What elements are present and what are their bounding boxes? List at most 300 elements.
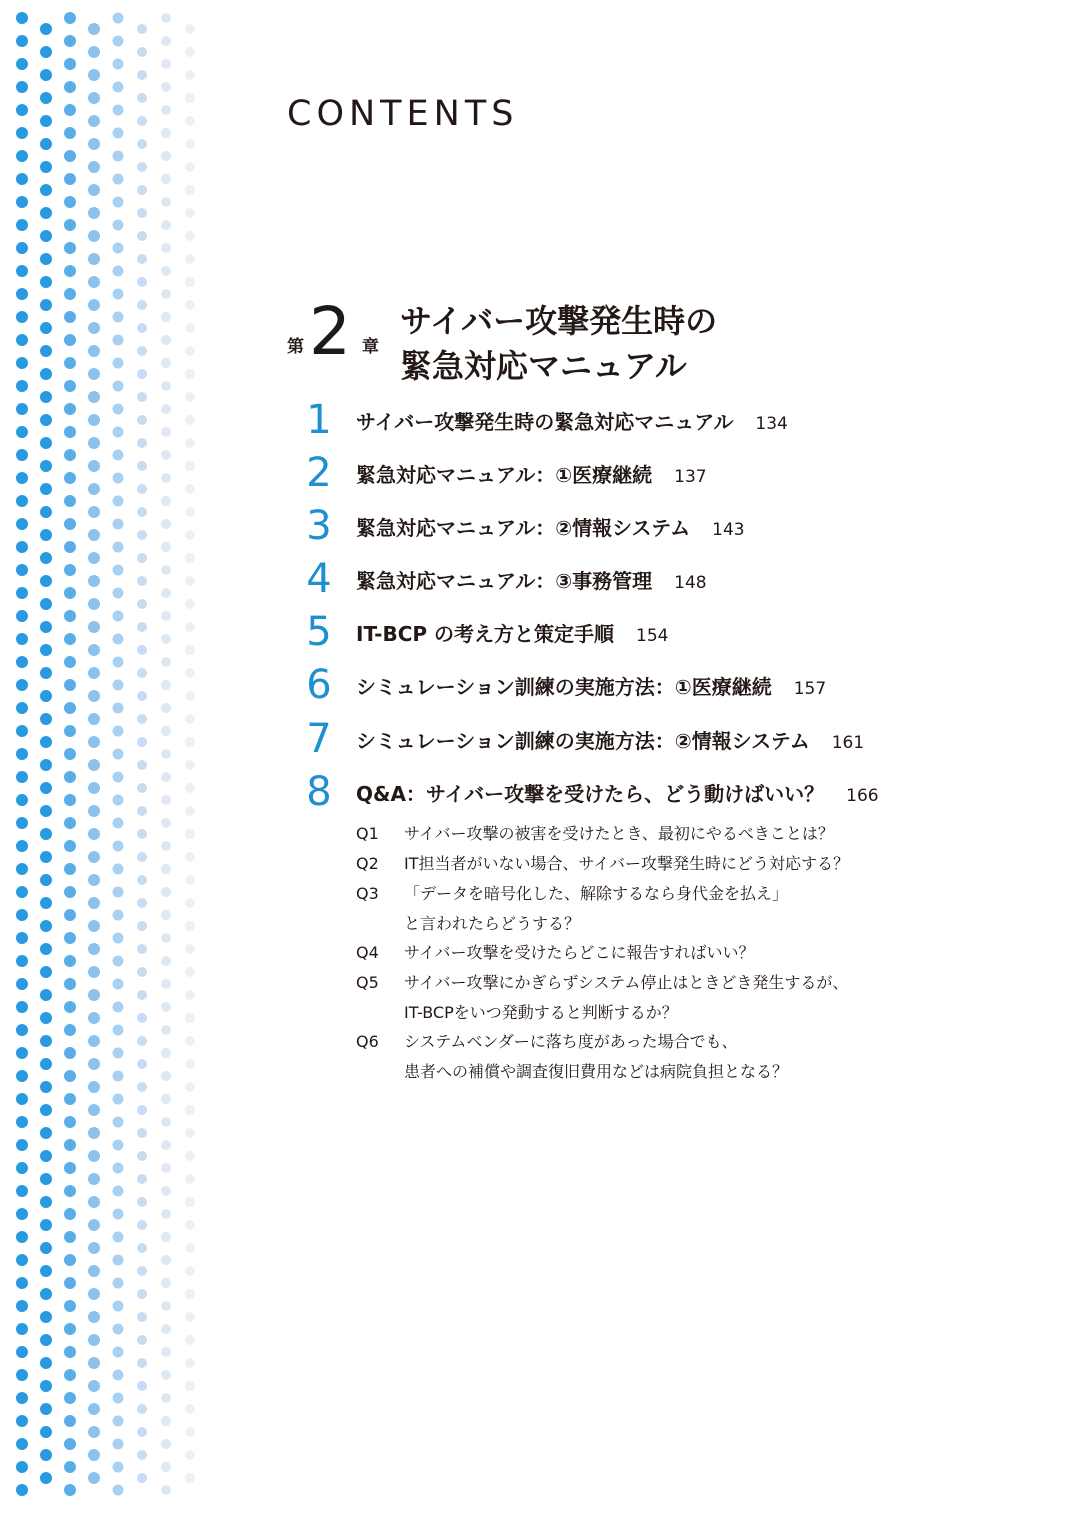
decorative-dot <box>40 529 52 541</box>
decorative-dot <box>161 565 171 575</box>
decorative-dot <box>137 438 147 448</box>
decorative-dot <box>88 69 100 81</box>
decorative-dot <box>113 450 124 461</box>
decorative-dot <box>88 437 100 449</box>
decorative-dot <box>88 483 100 495</box>
decorative-dot <box>40 897 52 909</box>
decorative-dot <box>16 173 28 185</box>
qa-text <box>404 819 834 849</box>
decorative-dot <box>161 404 171 414</box>
decorative-dot <box>137 1358 147 1368</box>
decorative-dot <box>64 311 76 323</box>
decorative-dot <box>137 1082 147 1092</box>
decorative-dot <box>113 358 124 369</box>
decorative-dot <box>64 1300 76 1312</box>
decorative-dot <box>185 1174 195 1184</box>
decorative-dot <box>113 36 124 47</box>
decorative-dot <box>16 1231 28 1243</box>
decorative-dot <box>64 1001 76 1013</box>
chapter-title-line1: サイバー攻撃発生時の <box>400 302 718 340</box>
decorative-dot <box>88 1127 100 1139</box>
toc-title: 緊急対応マニュアル：①医療継続 <box>356 463 653 487</box>
decorative-dot <box>64 1116 76 1128</box>
decorative-dot <box>185 1266 195 1276</box>
toc-number: 7 <box>306 716 332 762</box>
decorative-dot <box>161 197 171 207</box>
decorative-dot <box>185 254 195 264</box>
decorative-dot <box>161 933 171 943</box>
decorative-dot <box>40 345 52 357</box>
decorative-dot <box>40 989 52 1001</box>
decorative-dot <box>16 541 28 553</box>
decorative-dot <box>137 1266 147 1276</box>
decorative-dot <box>88 1035 100 1047</box>
toc-title: Q&A：サイバー攻撃を受けたら、どう動けばいい？ <box>356 782 825 806</box>
decorative-dot <box>137 990 147 1000</box>
decorative-dot <box>64 1461 76 1473</box>
decorative-dot <box>161 979 171 989</box>
decorative-dot <box>137 1036 147 1046</box>
decorative-dot <box>16 725 28 737</box>
decorative-dot <box>64 380 76 392</box>
decorative-dot <box>185 898 195 908</box>
decorative-dot <box>64 1254 76 1266</box>
decorative-dot <box>40 943 52 955</box>
decorative-dot <box>40 920 52 932</box>
decorative-dot <box>137 967 147 977</box>
decorative-dot <box>40 1449 52 1461</box>
decorative-dot <box>88 1196 100 1208</box>
decorative-dot <box>40 828 52 840</box>
decorative-dot <box>161 1485 171 1495</box>
decorative-dot <box>113 220 124 231</box>
decorative-dot <box>161 1255 171 1265</box>
decorative-dot <box>185 300 195 310</box>
decorative-dot <box>40 1288 52 1300</box>
toc-page-number: 157 <box>793 679 827 699</box>
toc-title: 緊急対応マニュアル：②情報システム <box>356 516 691 540</box>
toc-number: 2 <box>306 450 332 496</box>
decorative-dot <box>16 702 28 714</box>
decorative-dot <box>40 1035 52 1047</box>
qa-label: Q5 <box>356 973 379 992</box>
decorative-dot <box>40 736 52 748</box>
decorative-dot <box>88 1403 100 1415</box>
decorative-dot <box>185 990 195 1000</box>
decorative-dot <box>88 1334 100 1346</box>
decorative-dot <box>161 1209 171 1219</box>
decorative-dot <box>88 644 100 656</box>
decorative-dot <box>137 70 147 80</box>
decorative-dot <box>185 1220 195 1230</box>
qa-line1: サイバー攻撃にかぎらずシステム停止はときどき発生するが、 <box>404 973 849 992</box>
decorative-dot <box>137 1220 147 1230</box>
decorative-dot <box>16 748 28 760</box>
decorative-dot <box>88 989 100 1001</box>
decorative-dot <box>161 105 171 115</box>
decorative-dot <box>137 346 147 356</box>
toc-title: シミュレーション訓練の実施方法：①医療継続 <box>356 675 772 699</box>
decorative-dot <box>16 1277 28 1289</box>
decorative-dot <box>64 242 76 254</box>
decorative-dot <box>137 231 147 241</box>
decorative-dot <box>137 24 147 34</box>
decorative-dot <box>88 690 100 702</box>
decorative-dot <box>137 1151 147 1161</box>
decorative-dot <box>64 1093 76 1105</box>
decorative-dot <box>113 427 124 438</box>
decorative-dot <box>161 36 171 46</box>
decorative-dot <box>64 932 76 944</box>
decorative-dot <box>161 772 171 782</box>
decorative-dot <box>16 817 28 829</box>
decorative-dot <box>64 12 76 24</box>
decorative-dot <box>161 151 171 161</box>
decorative-dot <box>185 921 195 931</box>
decorative-dot <box>40 253 52 265</box>
decorative-dot <box>185 507 195 517</box>
decorative-dot <box>113 1416 124 1427</box>
decorative-dot <box>113 1071 124 1082</box>
decorative-dot <box>185 1473 195 1483</box>
decorative-dot <box>16 311 28 323</box>
decorative-dot <box>16 679 28 691</box>
decorative-dot <box>64 1415 76 1427</box>
decorative-dot <box>113 243 124 254</box>
decorative-dot <box>64 748 76 760</box>
decorative-dot <box>185 484 195 494</box>
decorative-dot <box>88 713 100 725</box>
decorative-dot <box>40 782 52 794</box>
decorative-dot <box>185 1082 195 1092</box>
decorative-dot <box>137 1381 147 1391</box>
decorative-dot <box>40 1104 52 1116</box>
decorative-dot <box>64 656 76 668</box>
decorative-dot <box>161 1301 171 1311</box>
decorative-dot <box>113 910 124 921</box>
decorative-dot <box>185 967 195 977</box>
decorative-dot <box>113 1094 124 1105</box>
decorative-dot <box>137 898 147 908</box>
toc-title-wrap <box>356 716 864 768</box>
decorative-dot <box>40 161 52 173</box>
decorative-dot <box>88 805 100 817</box>
decorative-dot <box>113 1439 124 1450</box>
decorative-dot <box>137 461 147 471</box>
qa-text <box>404 849 849 879</box>
decorative-dot <box>161 289 171 299</box>
decorative-dot <box>113 542 124 553</box>
decorative-dot <box>185 1105 195 1115</box>
toc-page-number: 143 <box>712 520 745 540</box>
decorative-dot <box>137 1105 147 1115</box>
decorative-dot <box>40 1426 52 1438</box>
decorative-dot <box>113 473 124 484</box>
decorative-dot <box>16 150 28 162</box>
decorative-dot <box>113 726 124 737</box>
decorative-dot <box>113 1324 124 1335</box>
decorative-dot <box>185 875 195 885</box>
decorative-dot <box>16 1323 28 1335</box>
decorative-dot <box>16 219 28 231</box>
qa-text <box>404 879 788 939</box>
decorative-dot <box>161 1163 171 1173</box>
decorative-dot <box>16 449 28 461</box>
toc-title-wrap <box>356 556 707 608</box>
decorative-dot <box>113 956 124 967</box>
decorative-dot <box>40 874 52 886</box>
toc-title-wrap <box>356 662 826 714</box>
decorative-dot <box>88 1242 100 1254</box>
decorative-dot <box>161 1439 171 1449</box>
decorative-dot <box>40 92 52 104</box>
decorative-dot <box>185 1151 195 1161</box>
decorative-dot <box>185 1243 195 1253</box>
decorative-dot <box>40 23 52 35</box>
decorative-dot <box>88 23 100 35</box>
decorative-dot <box>161 956 171 966</box>
decorative-dot <box>16 610 28 622</box>
decorative-dot <box>161 795 171 805</box>
decorative-dot <box>40 299 52 311</box>
decorative-dot <box>16 1001 28 1013</box>
decorative-dot <box>137 300 147 310</box>
decorative-dot <box>113 1163 124 1174</box>
toc-title-wrap <box>356 397 788 449</box>
decorative-dot <box>161 1462 171 1472</box>
decorative-dot <box>137 139 147 149</box>
decorative-dot <box>185 70 195 80</box>
decorative-dot <box>16 1369 28 1381</box>
decorative-dot <box>40 1380 52 1392</box>
decorative-dot <box>185 1013 195 1023</box>
decorative-dot <box>185 645 195 655</box>
decorative-dot <box>113 1209 124 1220</box>
toc-title: シミュレーション訓練の実施方法：②情報システム <box>356 729 810 753</box>
qa-line1: サイバー攻撃の被害を受けたとき、最初にやるべきことは？ <box>404 824 834 843</box>
decorative-dot <box>161 450 171 460</box>
decorative-dot <box>40 1196 52 1208</box>
toc-number: 1 <box>306 397 332 443</box>
decorative-dot <box>185 1335 195 1345</box>
decorative-dot <box>64 403 76 415</box>
decorative-dot <box>137 1013 147 1023</box>
decorative-dot <box>161 243 171 253</box>
toc-page-number: 134 <box>755 414 788 434</box>
decorative-dot <box>161 1117 171 1127</box>
decorative-dot <box>161 910 171 920</box>
decorative-dot <box>64 1323 76 1335</box>
decorative-dot <box>16 1438 28 1450</box>
decorative-dot <box>137 921 147 931</box>
decorative-dot <box>185 760 195 770</box>
decorative-dot <box>185 93 195 103</box>
decorative-dot <box>64 794 76 806</box>
decorative-dot <box>88 1288 100 1300</box>
qa-line1: システムベンダーに落ち度があった場合でも、 <box>404 1032 738 1051</box>
decorative-dot <box>40 1058 52 1070</box>
decorative-dot <box>88 736 100 748</box>
decorative-dot <box>16 1116 28 1128</box>
decorative-dot <box>137 162 147 172</box>
decorative-dot <box>113 680 124 691</box>
decorative-dot <box>16 1254 28 1266</box>
decorative-dot <box>88 138 100 150</box>
decorative-dot <box>64 81 76 93</box>
decorative-dot <box>16 334 28 346</box>
chapter-suffix: 章 <box>362 337 379 357</box>
decorative-dot <box>161 496 171 506</box>
decorative-dot <box>113 128 124 139</box>
decorative-dot <box>137 852 147 862</box>
decorative-dot <box>88 667 100 679</box>
decorative-dot <box>16 587 28 599</box>
decorative-dot <box>88 943 100 955</box>
decorative-dot <box>88 230 100 242</box>
contents-heading: CONTENTS <box>287 94 519 134</box>
decorative-dot <box>40 230 52 242</box>
decorative-dot <box>137 392 147 402</box>
decorative-dot <box>64 334 76 346</box>
decorative-dot <box>64 909 76 921</box>
decorative-dot <box>161 312 171 322</box>
decorative-dot <box>40 851 52 863</box>
decorative-dot <box>137 1128 147 1138</box>
decorative-dot <box>137 185 147 195</box>
decorative-dot <box>137 622 147 632</box>
decorative-dot <box>16 288 28 300</box>
decorative-dot <box>64 472 76 484</box>
decorative-dot <box>88 506 100 518</box>
decorative-dot <box>16 1024 28 1036</box>
chapter-title <box>400 299 717 389</box>
decorative-dot <box>137 691 147 701</box>
decorative-dot <box>113 864 124 875</box>
decorative-dot <box>40 713 52 725</box>
decorative-dot <box>16 1139 28 1151</box>
decorative-dot <box>161 657 171 667</box>
decorative-dot <box>16 1300 28 1312</box>
decorative-dot <box>137 1473 147 1483</box>
decorative-dot <box>161 703 171 713</box>
decorative-dot <box>64 104 76 116</box>
decorative-dot <box>137 576 147 586</box>
decorative-dot <box>88 368 100 380</box>
decorative-dot <box>88 1449 100 1461</box>
decorative-dot <box>161 864 171 874</box>
toc-number: 3 <box>306 503 332 549</box>
decorative-dot <box>64 265 76 277</box>
decorative-dot <box>113 1462 124 1473</box>
decorative-dot <box>161 1140 171 1150</box>
decorative-dot <box>137 484 147 494</box>
decorative-dot <box>88 920 100 932</box>
decorative-dot <box>88 46 100 58</box>
decorative-dot <box>113 266 124 277</box>
decorative-dot <box>64 495 76 507</box>
decorative-dot <box>137 599 147 609</box>
decorative-dot <box>64 1346 76 1358</box>
decorative-dot <box>137 208 147 218</box>
toc-number: 6 <box>306 662 332 708</box>
decorative-dot <box>113 312 124 323</box>
decorative-dot <box>16 564 28 576</box>
decorative-dot <box>16 1185 28 1197</box>
decorative-dot <box>113 1393 124 1404</box>
decorative-dot <box>161 634 171 644</box>
decorative-dot <box>88 184 100 196</box>
decorative-dot <box>88 1058 100 1070</box>
decorative-dot <box>185 461 195 471</box>
decorative-dot <box>88 1357 100 1369</box>
decorative-dot <box>40 1311 52 1323</box>
decorative-dot <box>137 507 147 517</box>
decorative-dot <box>161 381 171 391</box>
decorative-dot <box>16 1162 28 1174</box>
decorative-dot <box>16 1208 28 1220</box>
decorative-dot <box>185 1128 195 1138</box>
decorative-dot <box>137 944 147 954</box>
decorative-dot <box>64 725 76 737</box>
decorative-dot <box>40 1242 52 1254</box>
decorative-dot <box>113 588 124 599</box>
decorative-dot <box>40 368 52 380</box>
decorative-dot <box>16 127 28 139</box>
decorative-dot <box>137 645 147 655</box>
decorative-dot <box>16 426 28 438</box>
decorative-dot <box>88 276 100 288</box>
decorative-dot <box>185 806 195 816</box>
decorative-dot <box>185 1312 195 1322</box>
decorative-dot <box>40 805 52 817</box>
decorative-dot <box>16 863 28 875</box>
qa-line2: 患者への補償や調査復旧費用などは病院負担となる？ <box>404 1062 789 1081</box>
decorative-dot <box>40 483 52 495</box>
decorative-dot <box>185 369 195 379</box>
decorative-dot <box>161 887 171 897</box>
decorative-dot <box>88 92 100 104</box>
decorative-dot <box>64 150 76 162</box>
decorative-dot <box>40 1403 52 1415</box>
decorative-dot <box>16 12 28 24</box>
decorative-dot <box>64 1047 76 1059</box>
decorative-dot <box>185 714 195 724</box>
decorative-dot <box>161 542 171 552</box>
decorative-dot <box>113 795 124 806</box>
decorative-dot <box>40 759 52 771</box>
decorative-dot <box>185 346 195 356</box>
decorative-dot <box>88 1173 100 1185</box>
decorative-dot <box>40 1219 52 1231</box>
decorative-dot <box>161 1025 171 1035</box>
decorative-dot <box>88 322 100 334</box>
decorative-dot <box>113 749 124 760</box>
decorative-dot <box>161 1048 171 1058</box>
decorative-dot <box>40 1357 52 1369</box>
decorative-dot <box>16 794 28 806</box>
decorative-dot <box>40 1334 52 1346</box>
decorative-dot <box>113 1347 124 1358</box>
decorative-dot <box>113 565 124 576</box>
decorative-dot <box>16 357 28 369</box>
decorative-dot <box>16 886 28 898</box>
decorative-dot <box>40 437 52 449</box>
decorative-dot <box>161 266 171 276</box>
qa-text <box>404 938 755 968</box>
decorative-dot <box>88 529 100 541</box>
decorative-dot <box>16 932 28 944</box>
decorative-dot <box>161 128 171 138</box>
